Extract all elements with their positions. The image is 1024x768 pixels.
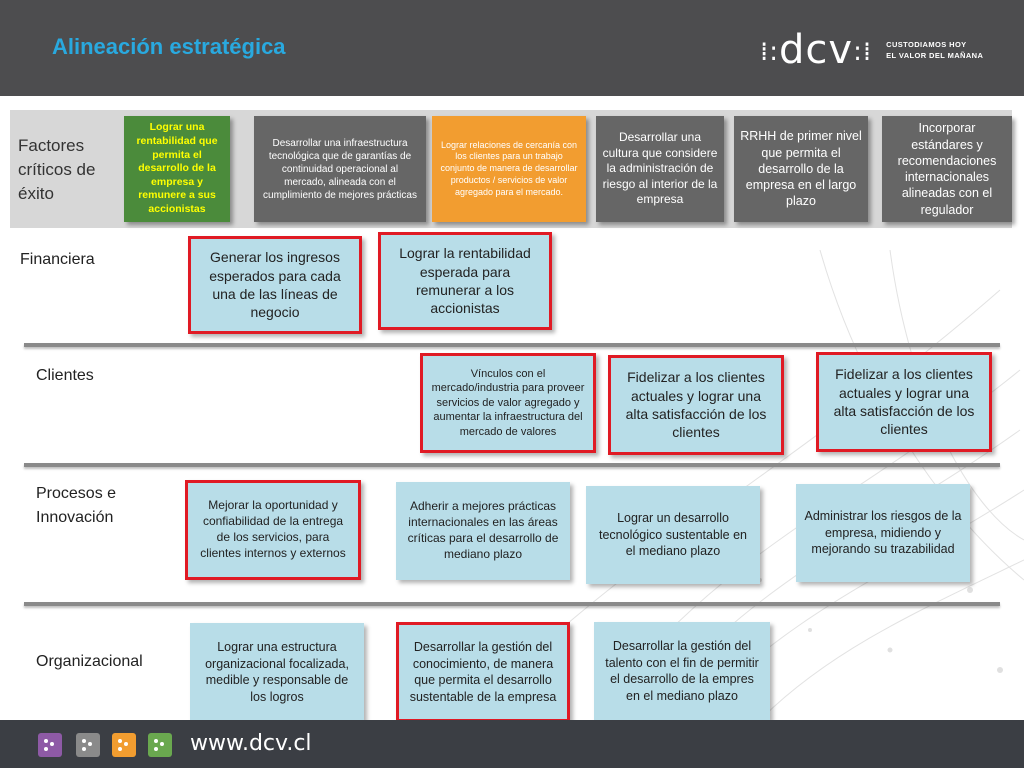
tagline-line2: EL VALOR DEL MAÑANA (886, 51, 984, 60)
objective-estructura: Lograr una estructura organizacional focalizada, medible y responsable de los logros (190, 623, 364, 721)
factor-card-estandares: Incorporar estándares y recomendaciones internacionales alineadas con el regulador (882, 116, 1012, 222)
objective-rentabilidad: Lograr la rentabilidad esperada para remunerar a los accionistas (378, 232, 552, 330)
footer-website-link[interactable]: www.dcv.cl (190, 731, 312, 756)
objective-ingresos: Generar los ingresos esperados para cada una de las líneas de negocio (188, 236, 362, 334)
row-label-organizacional: Organizacional (36, 653, 143, 670)
factor-card-riesgo: Desarrollar una cultura que considere la administración de riesgo al interior de la empresa (596, 116, 724, 222)
separator-3 (24, 602, 1000, 606)
dcv-logo: ⁞:dcv:⁞ (760, 27, 873, 73)
factor-card-infraestructura: Desarrollar una infraestructura tecnológica que de garantías de continuidad operacional al mercado, alineada con el cumplimiento de mejores prácticas (254, 116, 426, 222)
objective-oportunidad: Mejorar la oportunidad y confiabilidad de la entrega de los servicios, para clientes internos y externos (185, 480, 361, 580)
row-label-procesos: Procesos e Innovación (36, 485, 117, 526)
row-label-financiera: Financiera (20, 251, 95, 268)
objective-fidelizar-2: Fidelizar a los clientes actuales y lograr una alta satisfacción de los clientes (816, 352, 992, 452)
row-label-clientes: Clientes (36, 367, 94, 384)
factor-card-rrhh: RRHH de primer nivel que permita el desarrollo de la empresa en el largo plazo (734, 116, 868, 222)
tagline-line1: CUSTODIAMOS HOY (886, 40, 967, 49)
green-app-icon (148, 733, 172, 757)
factor-card-rentabilidad: Lograr una rentabilidad que permita el desarrollo de la empresa y remunere a sus accionistas (124, 116, 230, 222)
separator-1 (24, 343, 1000, 347)
brand (760, 27, 984, 73)
objective-vinculos: Vínculos con el mercado/industria para proveer servicios de valor agregado y aumentar la infraestructura del mercado de valores (420, 353, 596, 453)
objective-mejores-practicas: Adherir a mejores prácticas internacionales en las áreas críticas para el desarrollo de mediano plazo (396, 482, 570, 580)
purple-app-icon (38, 733, 62, 757)
objective-riesgos: Administrar los riesgos de la empresa, midiendo y mejorando su trazabilidad (796, 484, 970, 582)
grey-app-icon (76, 733, 100, 757)
separator-2 (24, 463, 1000, 467)
objective-conocimiento: Desarrollar la gestión del conocimiento, de manera que permita el desarrollo sustentable de la empresa (396, 622, 570, 722)
brand-tagline (886, 39, 983, 61)
objective-fidelizar-1: Fidelizar a los clientes actuales y lograr una alta satisfacción de los clientes (608, 355, 784, 455)
factor-card-clientes: Lograr relaciones de cercanía con los clientes para un trabajo conjunto de manera de desarrollar productos / servicios de valor agregado para el mercado. (432, 116, 586, 222)
objective-talento: Desarrollar la gestión del talento con el fin de permitir el desarrollo de la empres en el mediano plazo (594, 622, 770, 720)
objective-desarrollo-tecnologico: Lograr un desarrollo tecnológico sustentable en el mediano plazo (586, 486, 760, 584)
page-title: Alineación estratégica (52, 34, 286, 59)
critical-factors-label: Factores críticos de éxito (18, 136, 96, 203)
orange-app-icon (112, 733, 136, 757)
